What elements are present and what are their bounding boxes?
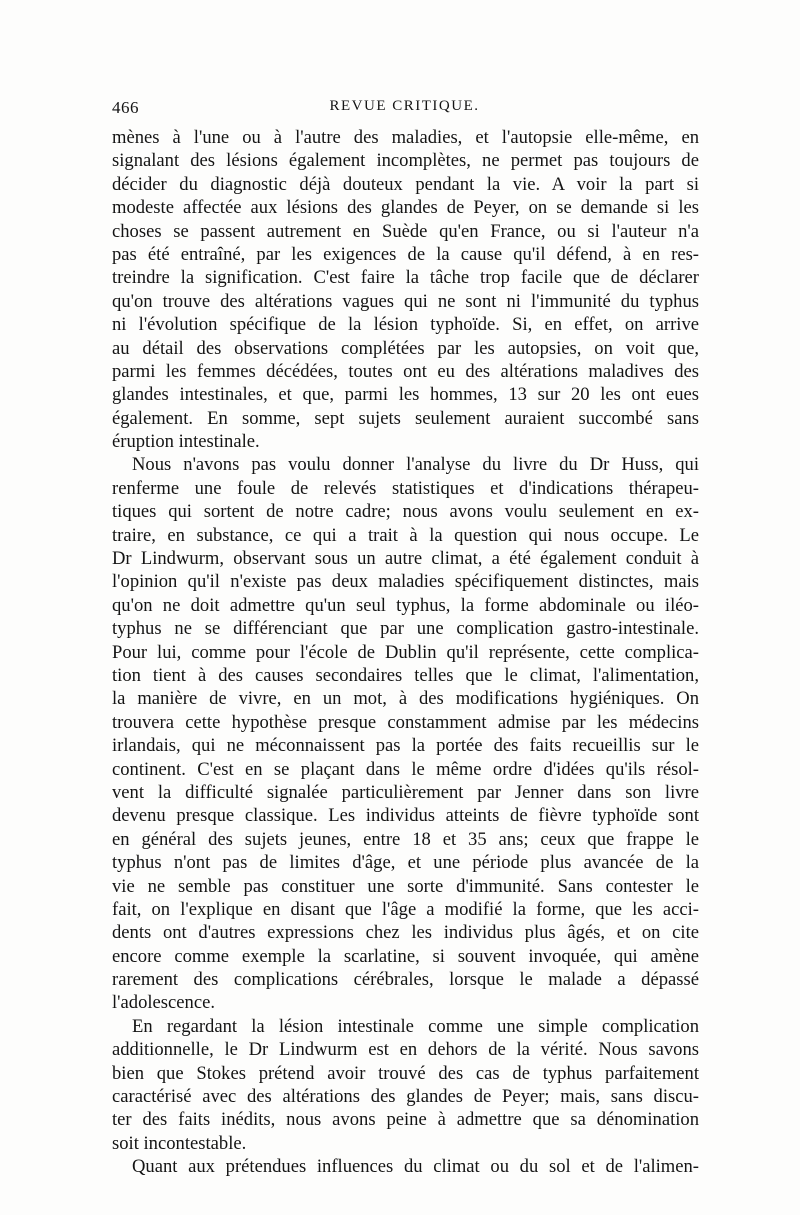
text-line: additionnelle, le Dr Lindwurm est en dehors de la vérité. Nous savons xyxy=(112,1039,699,1061)
text-line: bien que Stokes prétend avoir trouvé des cas de typhus parfaitement xyxy=(112,1062,699,1084)
text-line: l'opinion qu'il n'existe pas deux maladies spécifiquement distinctes, mais xyxy=(112,571,699,593)
paragraph-start-line: Quant aux prétendues influences du climat ou du sol et de l'alimen- xyxy=(132,1156,699,1178)
body-text xyxy=(112,126,699,1179)
text-line: en général des sujets jeunes, entre 18 et 35 ans; ceux que frappe le xyxy=(112,828,699,850)
text-line: irlandais, qui ne méconnaissent pas la portée des faits recueillis sur le xyxy=(112,735,699,757)
text-line: mènes à l'une ou à l'autre des maladies, et l'autopsie elle-même, en xyxy=(112,127,699,148)
text-line: tion tient à des causes secondaires telles que le climat, l'alimentation, xyxy=(112,664,699,686)
text-line: dents ont d'autres expressions chez les individus plus âgés, et on cite xyxy=(112,922,699,944)
text-line: signalant des lésions également incomplètes, ne permet pas toujours de xyxy=(112,150,699,172)
text-line: pas été entraîné, par les exigences de la cause qu'il défend, à en res- xyxy=(112,243,699,265)
text-line: la manière de vivre, en un mot, à des modifications hygiéniques. On xyxy=(112,688,699,710)
text-line: continent. C'est en se plaçant dans le même ordre d'idées qu'ils résol- xyxy=(112,758,699,780)
text-line: treindre la signification. C'est faire la tâche trop facile que de déclarer xyxy=(112,267,699,289)
text-line: vent la difficulté signalée particulièrement par Jenner dans son livre xyxy=(112,781,699,803)
text-line: ter des faits inédits, nous avons peine à admettre que sa dénomination xyxy=(112,1109,699,1131)
page-header xyxy=(112,98,697,124)
text-line: typhus ne se différenciant que par une complication gastro-intestinale. xyxy=(112,618,699,640)
text-line: modeste affectée aux lésions des glandes de Peyer, on se demande si les xyxy=(112,197,699,219)
paragraph-end-line: éruption intestinale. xyxy=(112,431,260,453)
text-line: rarement des complications cérébrales, lorsque le malade a dépassé xyxy=(112,969,699,991)
text-line: parmi les femmes décédées, toutes ont eu des altérations maladives des xyxy=(112,360,699,382)
text-line: choses se passent autrement en Suède qu'en France, ou si l'auteur n'a xyxy=(112,220,699,242)
text-line: décider du diagnostic déjà douteux pendant la vie. A voir la part si xyxy=(112,173,699,195)
text-line: traire, en substance, ce qui a trait à la question qui nous occupe. Le xyxy=(112,524,699,546)
paragraph-start-line: Nous n'avons pas voulu donner l'analyse du livre du Dr Huss, qui xyxy=(132,454,699,476)
page-number: 466 xyxy=(112,98,139,117)
text-line: typhus n'ont pas de limites d'âge, et une période plus avancée de la xyxy=(112,852,699,874)
text-line: Pour lui, comme pour l'école de Dublin qu'il représente, cette complica- xyxy=(112,641,699,663)
text-line: glandes intestinales, et que, parmi les hommes, 13 sur 20 les ont eues xyxy=(112,384,699,406)
text-line: tiques qui sortent de notre cadre; nous avons voulu seulement en ex- xyxy=(112,501,699,523)
text-line: au détail des observations complétées par les autopsies, on voit que, xyxy=(112,337,699,359)
text-line: ni l'évolution spécifique de la lésion typhoïde. Si, en effet, on arrive xyxy=(112,314,699,336)
paragraph-start-line: En regardant la lésion intestinale comme une simple complication xyxy=(132,1015,699,1037)
paragraph-end-line: l'adolescence. xyxy=(112,992,215,1014)
text-line: Dr Lindwurm, observant sous un autre climat, a été également conduit à xyxy=(112,548,699,570)
text-line: devenu presque classique. Les individus atteints de fièvre typhoïde sont xyxy=(112,805,699,827)
text-line: trouvera cette hypothèse presque constamment admise par les médecins xyxy=(112,711,699,733)
text-line: fait, on l'explique en disant que l'âge a modifié la forme, que les acci- xyxy=(112,898,699,920)
text-line: encore comme exemple la scarlatine, si souvent invoquée, qui amène xyxy=(112,945,699,967)
text-line: vie ne semble pas constituer une sorte d'immunité. Sans contester le xyxy=(112,875,699,897)
paragraph-end-line: soit incontestable. xyxy=(112,1132,247,1154)
text-line: qu'on ne doit admettre qu'un seul typhus, la forme abdominale ou iléo- xyxy=(112,594,699,616)
text-line: qu'on trouve des altérations vagues qui ne sont ni l'immunité du typhus xyxy=(112,290,699,312)
text-line: également. En somme, sept sujets seulement auraient succombé sans xyxy=(112,407,699,429)
running-title: REVUE CRITIQUE. xyxy=(329,98,480,114)
text-line: caractérisé avec des altérations des glandes de Peyer; mais, sans discu- xyxy=(112,1086,699,1108)
text-line: renferme une foule de relevés statistiques et d'indications thérapeu- xyxy=(112,477,699,499)
